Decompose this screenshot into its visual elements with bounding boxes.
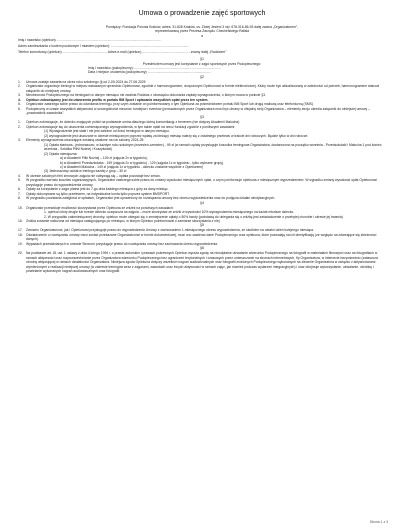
list-item-text: Organizator organizuje treningi w miejscu wskazanym uprzednio Opiekunowi, zgodnie z harmonogramem, doręczonym Opiekunowi w formie elektronicznej. Kluby może być aktualizowany w zależności od potrzeb, harmonogramem stanowi załącznik do niniejszej umowy.: [26, 84, 380, 93]
document-title: Umowa o prowadzenie zajęć sportowych: [138, 10, 266, 17]
list-item-number: 15.: [18, 205, 23, 210]
list-item-text: (2) wynagrodzenie jest uiszczane w okresie miesięcznym poprzez wpłatę za bieżący miesiąc należy się z ostatniego przelewu w trakcie dni roboczych. Będzie tylko w dni robocze.: [44, 133, 309, 138]
list-item-number: 3.: [18, 93, 21, 98]
intro-line: Przedmiotem umowy jest korzystanie z zajęć sportowych przez Podopiecznego:: [142, 61, 262, 66]
list-item-number: 2.: [18, 84, 21, 89]
list-item-text: Elementy wynagrodzenia uiszczające zostaną ustalone na rok szkolny 2024-25:: [26, 138, 145, 143]
list-item: [18, 84, 386, 93]
intro-line: Data i miejsce urodzenia (podopieczny): ...................................................................: [88, 70, 211, 75]
list-item-text: Nieobecność Podopiecznego na treningach w danym miesiącu nie zwalnia Rodzica z obowiązku dokonania zapłaty wynagrodzenia, o którym mowa w punkcie §3.: [26, 93, 266, 98]
section-2: [18, 80, 386, 116]
list-item: [18, 233, 386, 242]
intro-line: §1: [200, 56, 204, 61]
list-item-number: 5.: [18, 102, 21, 107]
list-item-number: 17.: [18, 228, 23, 233]
list-item-number: 1.: [18, 79, 21, 84]
page-number: Strona 1 z 3: [369, 520, 388, 524]
list-item: [18, 178, 386, 187]
list-item-number: 6.: [18, 106, 21, 111]
list-item-text: Opiekun zobowiązuje się do uiszczenia comiesięcznego wynagrodzenia, w tym także opłat na rzecz fundacji zgodnie z poniższymi zasadami:: [26, 124, 236, 129]
list-item-number: 6.: [18, 187, 21, 192]
intro-block: [18, 25, 386, 80]
list-item-text: Organizator przewiduje możliwość skorzystania przez Opiekuna ze zniżek na poniższych zasadach:: [26, 205, 174, 210]
list-item-number: 18.: [18, 232, 23, 237]
list-item-text: Zniżka zostanie naliczona od miesiąca następującego po miesiącu, w którym Opiekun poinformował o zamiarze skorzystania z niej.: [26, 219, 221, 223]
section-3: [18, 120, 386, 200]
list-item-text: 1. opiekun który drugie lub trzecie dziecko uczęszcza na zajęcia – może skorzystać ze zniżki w wysokości 10% wynagrodzenia miesięcznego na każde młodsze dziecko.: [44, 210, 295, 215]
list-item-text: Organizator zastrzega sobie prawo do odwołania treningu, przy czym zostanie on poinformowany o tym Opiekuna za pośrednictwem portalu BM Sport lub drogą mailową oraz telefoniczną (SMS).: [26, 102, 314, 107]
list-item-text: W przypadku wzrostu kosztów organizacyjnych, Organizator zastrzega sobie prawo do zmiany wysokości miesięcznych opłat, o czym poinformuje opiekuna z miesięcznym wyprzedzeniem. W wypadku zmiany wysokości opłat Opiekunowi przysługuje prawo do wypowiedzenia umowy.: [26, 178, 377, 187]
list-item-text: Umowa zostaje zawarta na okres roku szkolnego (tj od 2-09-2024 do 27.06.2025: [26, 79, 146, 84]
list-item-number: 4.: [18, 173, 21, 178]
intro-line: Imię i nazwisko (opiekun): ...............................................................................................................: [18, 38, 161, 43]
list-item-text: Opłaty dokonywane są tylko przelewem, na indywidualne konta tylko poprzez system BMSPORT.: [26, 191, 170, 196]
list-item-number: [36, 143, 44, 152]
list-item-number: 16.: [18, 219, 23, 223]
list-item-text: 2. W przypadku całomiesięcznej choroby, opiekun może ubiegać się o zmniejszenie opłaty o 50% kwoty (podstawą do ubiegania się o zniżkę jest zaświadczenie o przebytej chorobie i okresie jej trwania): [44, 214, 343, 219]
list-item-text: W przypadku powstania zaległości w opłatach, Organizator jest uprawniony do rozwiązania umowy bez okresu wypowiedzenia oraz do podjęcia działań windykacyjnych.: [26, 196, 276, 201]
section-heading: §5: [200, 223, 204, 228]
list-item-number: 3.: [18, 138, 21, 143]
list-item: [18, 107, 386, 116]
list-item-text: W okresie szkolnych ferii zimowych zajęcia nie odbywają się – opłata pozostaje bez zmian.: [26, 173, 161, 178]
list-item-text: Opłaty za korzystanie z zajęć płatne jest do 7-go dnia każdego miesiąca z góry za dany miesiąc.: [26, 187, 169, 192]
list-item: [18, 143, 386, 152]
list-item-number: 7.: [18, 191, 21, 196]
section-4-heading: §4: [200, 200, 204, 205]
intro-line: Telefon komórkowy (opiekun): ............................................... Adres e-mail (opiekun).................................................. - zwany dalej „Rodzicem”: [18, 50, 227, 55]
list-item-number: 8.: [18, 196, 21, 201]
intro-line: a: [201, 33, 203, 38]
list-item-number: 2.: [18, 124, 21, 129]
list-item-number: 20.: [18, 251, 23, 256]
list-item-text: (1) Opłata startowa - jednorazowo, w każdym roku szkolnym (wrzesień-czerwiec) - 99 zł (w ramach opłaty przysługuje koszulka treningowa Organizatora, dostarczona na początku września - Przedszkolaki i Malucha 1 pod koniec września - Szkółka PilNi Nożnej i Koszykówki): [44, 142, 382, 152]
list-item-text: a) w Akademii Piłki Nożnej – 109 zł (zajęcia 2x w tygodniu),: [60, 156, 148, 161]
list-item-text: Podopieczny w czasie wszystkich aktywności w szczególności meczów, turniejów i eventów (prowadzonych przez Organizatora musi być ubrany w oficjalny strój Organizatora – elementy stroju określa załącznik do niniejszej umowy – „prawowidnik zawodnika”.: [26, 106, 370, 116]
section-heading: §6: [200, 246, 204, 251]
intro-line: Pomiędzy: Fundacja Polonia Kraków, adres: 31-828 Kraków, os. Złotej Jesieni 3 nip: 678-316-86-93 dalej zwana „Organizatorem”,: [105, 25, 299, 29]
list-item-number: 5.: [18, 178, 21, 183]
list-item-text: Opiekun zobowiązuje, że dziecko znających polski na podstawie umów.dlaużego dobrą komunikację z trenerem (nie dotyczy Akademii Malucha): [26, 120, 240, 125]
list-item-text: Opiekun zobowiązany jest do utworzenia profilu w portalu BM Sport i opłacania wszystkich opłat przez ten system.: [26, 97, 209, 102]
list-item-text: Wypadach przewidzianych w umowie Stronom przysługuje prawo do rozwiązania umowy bez zachowania okresu wypowiedzenia.: [26, 241, 218, 246]
list-item-text: (3) Jednorazowy udział w treningu każdej z grup – 30 zł: [44, 169, 127, 174]
list-item-text: (2) Opłata miesięczna:: [44, 151, 78, 156]
list-item: [18, 251, 386, 273]
list-item-text: (1) Wynagrodzenie jest stałe i nie jest zależne od ilości treningów w danym miesiącu.: [44, 129, 170, 134]
list-item-number: [36, 152, 44, 156]
list-item-number: 1.: [18, 120, 21, 125]
list-item-text: b) w Akademii Przedszkolaka - 199 (zajęcia 2x w tygodniu) - 129 (zajęcia 1x w tygodniu - tylko wybrane grupy).: [60, 160, 225, 165]
intro-line: Adres zamieszkania z kodem pocztowym i miastem (opiekun): ....................................................................................: [18, 44, 190, 49]
list-item-text: c) w Akademii Malucha - 149 zł (zajęcia 1x w tygodniu - dziecko zostanie wspólnie z Opiekunem): [60, 165, 204, 170]
intro-line: reprezentowaną przez Prezesa Zarządu: Chechelskiego Rafała: [155, 29, 249, 34]
section-3-heading: §3: [200, 115, 204, 120]
list-item-text: Oświadczenie o rozwiązaniu umowy musi zostać przekazane Organizatorowi w formie dokumentowej, musi ono zawierać dane Podopiecznego oraz opiekuna, które pozwalają na ich identyfikację (ze względu na zdarzające się zbieżności danych).: [26, 232, 377, 242]
section-4: [18, 206, 386, 274]
list-item-text: Zarówno Organizatorowi, jak i Opiekunowi przysługuje prawo do wypowiedzenia Umowy z zachowaniem 1-miesięcznego okresu wypowiedzenia, ze skutkiem na ostatni dzień kolejnego miesiąca.: [26, 228, 314, 233]
intro-line: §2: [200, 74, 204, 79]
intro-line: Imię i nazwisko (podopieczny): .............................................................................................: [88, 65, 221, 70]
list-item-number: 4.: [18, 97, 21, 102]
list-item-number: 19.: [18, 241, 23, 246]
list-item-text: Na podstawie art. 81 ust. 1 ustawy z dnia 4 lutego 1994 r. o prawie autorskim i prawach pokrewnych Opiekun wyraża zgodę na nieodpłatne utrwalanie wizerunku Podopiecznego na fotografii w materiałach filmowych oraz na fotografiach w ramach aktywności oraz rozpowszechnianie przez Organizatora wizerunku Podopiecznego bez ograniczeń terytorialnych i czasowych przez umieszczanie na stronach internetowych, fip Organizatora, w internecie bezpośrednio (zwłaszcza obrotny aktywującej w ramach działalności Organizatora. Niniejsza zgoda Opiekuna dotyczy wszelkich nagrań audiowizualnych oraz fotografii zrobionych Podopiecznego wykonanych na zlecenie Organizatora w związku z aktywnościami wymienionymi z realizacji niniejszej umowy (w zakresie treningów wraz z zajęciami, zawodach oraz innych aktywności w ramach zajęć, jak również podczas wydarzeń integracyjnych) i oraz obejmuje wykorzystanie, utrwalanie, obróbkę i powielanie wykonanych nagrań audiowizualnych oraz fotografii.: [26, 251, 378, 274]
